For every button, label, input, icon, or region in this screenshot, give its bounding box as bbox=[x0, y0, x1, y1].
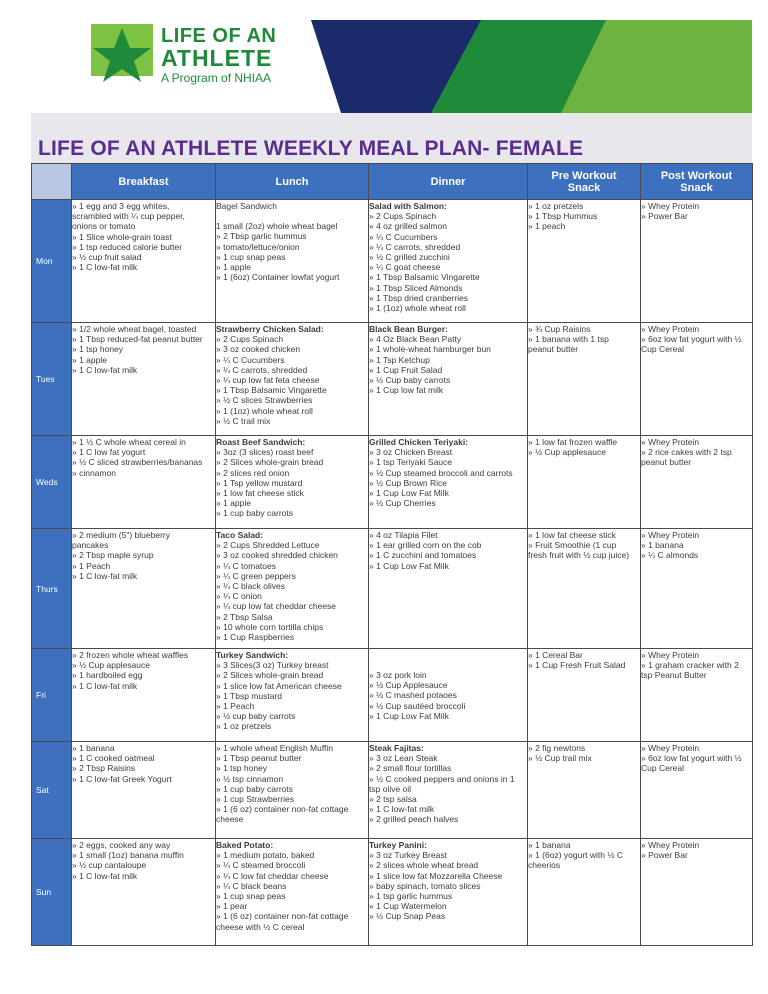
pre-cell bbox=[528, 529, 641, 649]
food-item: » 1 Tbsp Hummus bbox=[528, 211, 598, 222]
food-item: » 1 cup Strawberries bbox=[216, 794, 294, 805]
food-item: » ½ C slices Strawberries bbox=[216, 395, 313, 406]
food-item: » 1 apple bbox=[216, 262, 251, 273]
food-item: » 1 Tbsp dried cranberries bbox=[369, 292, 469, 303]
food-item: » 2 Tbsp Raisins bbox=[72, 763, 136, 774]
food-item: » ¼ C carrots, shredded bbox=[369, 241, 461, 252]
logo-text bbox=[161, 26, 276, 84]
lunch-cell bbox=[216, 839, 369, 946]
food-item: cheese bbox=[216, 814, 244, 825]
food-item: tsp olive oil bbox=[369, 783, 412, 794]
food-item: » 1 egg and 3 egg whites, bbox=[72, 201, 170, 211]
food-item: » ¼ C tomatoes bbox=[216, 560, 277, 571]
post-cell bbox=[641, 742, 753, 839]
food-item: » 1 banana bbox=[72, 743, 115, 753]
food-item: » 1 (6 oz) container non-fat cottage bbox=[216, 911, 349, 922]
breakfast-cell bbox=[72, 529, 216, 649]
food-item: » Fruit Smoothie (1 cup bbox=[528, 540, 617, 551]
food-item: » 1 oz pretzels bbox=[528, 201, 584, 211]
banner-graphic bbox=[31, 20, 752, 113]
pre-header-line-1: Pre Workout bbox=[551, 169, 617, 182]
food-item: » ½ Cup Brown Rice bbox=[369, 477, 447, 488]
food-item: » 2 Slices whole-grain bread bbox=[216, 670, 324, 681]
food-item: » ½ cup cantaloupe bbox=[72, 860, 147, 871]
food-item: » 6oz low fat yogurt with ½ bbox=[641, 334, 742, 345]
food-item: » ½ Cup Applesauce bbox=[369, 680, 448, 691]
lunch-item-title: Roast Beef Sandwich: bbox=[216, 437, 306, 447]
food-item: » ½ Cup Cherries bbox=[369, 498, 436, 509]
dinner-cell bbox=[369, 649, 528, 742]
food-item: » ½ Cup steamed broccoli and carrots bbox=[369, 467, 513, 478]
food-item: » 2 Tbsp maple syrup bbox=[72, 550, 154, 561]
food-item: » 1 slice low fat American cheese bbox=[216, 680, 342, 691]
post-cell bbox=[641, 649, 753, 742]
pre-header-line-2: Snack bbox=[567, 181, 601, 194]
dinner-cell bbox=[369, 323, 528, 436]
food-item: » ½ tsp cinnamon bbox=[216, 773, 284, 784]
food-item: » Whey Protein bbox=[641, 743, 700, 753]
food-item: » 2 Slices whole-grain bread bbox=[216, 457, 324, 468]
food-item: » 1 oz pretzels bbox=[216, 721, 272, 732]
day-label: Weds bbox=[32, 436, 72, 529]
post-cell bbox=[641, 436, 753, 529]
food-item: » Whey Protein bbox=[641, 324, 700, 334]
food-item: » 10 whole corn tortilla chips bbox=[216, 621, 324, 632]
food-item: » 1 Cup Raspberries bbox=[216, 632, 294, 643]
food-item: » 1 tsp Teriyaki Sauce bbox=[369, 457, 452, 468]
food-item: » 2 grilled peach halves bbox=[369, 814, 459, 825]
food-item: » 1 Tsp yellow mustard bbox=[216, 477, 303, 488]
breakfast-cell bbox=[72, 742, 216, 839]
food-item: » 2 Cups Spinach bbox=[369, 211, 437, 222]
food-item: » 2 tsp salsa bbox=[369, 794, 417, 805]
food-item: » 1 C low-fat milk bbox=[369, 804, 435, 815]
food-item: fresh fruit with ½ cup juice) bbox=[528, 550, 630, 561]
food-item: » ½ Cup applesauce bbox=[72, 660, 150, 671]
food-item: » 1 Cup Fresh Fruit Salad bbox=[528, 660, 626, 671]
meal-plan-table bbox=[31, 163, 753, 946]
meal-plan-body bbox=[32, 200, 753, 946]
food-item: » 3 Slices(3 oz) Turkey breast bbox=[216, 660, 329, 671]
logo-tagline: A Program of NHIAA bbox=[161, 71, 272, 85]
column-header-post-workout bbox=[641, 164, 753, 200]
food-item: » Power Bar bbox=[641, 211, 688, 222]
dinner-cell bbox=[369, 436, 528, 529]
food-item: » 1 C low-fat milk bbox=[72, 680, 138, 691]
blank-line bbox=[216, 211, 368, 221]
page-title: LIFE OF AN ATHLETE WEEKLY MEAL PLAN- FEMALE bbox=[38, 137, 584, 160]
food-item: » 1 tsp honey bbox=[72, 344, 124, 355]
food-item: » 1 low fat cheese stick bbox=[528, 530, 616, 540]
food-item: » 1 Tsp Ketchup bbox=[369, 354, 430, 365]
food-item: » ½ C sliced strawberries/bananas bbox=[72, 457, 203, 468]
food-item: » 1 Cup Low Fat Milk bbox=[369, 488, 449, 499]
food-item: » 1 Cup Low Fat Milk bbox=[369, 710, 449, 721]
food-item: » 2 fig newtons bbox=[528, 743, 586, 753]
food-item: » 1 hardboiled egg bbox=[72, 670, 143, 681]
food-item: » 1 Peach bbox=[216, 701, 255, 712]
food-item: » ¼ cup low fat feta cheese bbox=[216, 375, 320, 386]
food-item: » 1 graham cracker with 2 bbox=[641, 660, 739, 671]
food-item: » 1 C zucchini and tomatoes bbox=[369, 550, 477, 561]
dinner-item-title: Turkey Panini: bbox=[369, 840, 427, 850]
food-item: » 3 oz Turkey Breast bbox=[369, 850, 447, 861]
food-item: » ¼ C black beans bbox=[216, 880, 287, 891]
food-item: » 1 banana bbox=[528, 840, 571, 850]
logo-line-1: LIFE OF AN bbox=[161, 25, 277, 47]
food-item: » ¼ C green peppers bbox=[216, 570, 296, 581]
food-item: » 1 medium potato, baked bbox=[216, 850, 315, 861]
food-item: » 1 apple bbox=[216, 498, 251, 509]
day-row-fri bbox=[32, 649, 753, 742]
food-item: » 1 apple bbox=[72, 354, 107, 365]
column-header-breakfast: Breakfast bbox=[72, 164, 216, 200]
food-item: » 1 (6oz) Container lowfat yogurt bbox=[216, 272, 340, 283]
food-item: » ¾ Cup Raisins bbox=[528, 324, 591, 334]
food-item: cheese with ½ C cereal bbox=[216, 921, 305, 932]
food-item: » 2 rice cakes with 2 tsp bbox=[641, 447, 732, 458]
food-item: » 1 Cup Low Fat Milk bbox=[369, 560, 449, 571]
food-item: » ¼ C almonds bbox=[641, 550, 699, 561]
food-item: » ½ C cooked peppers and onions in 1 bbox=[369, 773, 515, 784]
lunch-cell bbox=[216, 649, 369, 742]
food-item: » 2 frozen whole wheat waffles bbox=[72, 650, 189, 660]
food-item: » Whey Protein bbox=[641, 530, 700, 540]
day-label: Sun bbox=[32, 839, 72, 946]
pre-cell bbox=[528, 742, 641, 839]
food-item: » 1 ½ C whole wheat cereal in bbox=[72, 437, 186, 447]
food-item: » ¼ C low fat cheddar cheese bbox=[216, 870, 329, 881]
food-item: » ½ Cup baby carrots bbox=[369, 375, 451, 386]
food-item: » ¼ C carrots, shredded bbox=[216, 364, 308, 375]
header-banner bbox=[31, 20, 752, 113]
post-header-line-1: Post Workout bbox=[660, 169, 733, 182]
lunch-item-title: Baked Potato: bbox=[216, 840, 274, 850]
breakfast-cell bbox=[72, 436, 216, 529]
food-item: peanut butter bbox=[641, 457, 692, 468]
food-item: » ½ cup fruit salad bbox=[72, 252, 142, 263]
lunch-cell bbox=[216, 742, 369, 839]
food-item: » tomato/lettuce/onion bbox=[216, 241, 300, 252]
food-item: » 1 C low-fat Greek Yogurt bbox=[72, 773, 172, 784]
pre-cell bbox=[528, 436, 641, 529]
food-item: » 1 banana with 1 tsp bbox=[528, 334, 609, 345]
food-item: » 4 oz Tilapia Filet bbox=[369, 530, 438, 540]
blank-line bbox=[369, 650, 527, 660]
dinner-cell bbox=[369, 200, 528, 323]
day-row-sun bbox=[32, 839, 753, 946]
food-item: » 1 C low-fat milk bbox=[72, 870, 138, 881]
food-item: » 1 (6 oz) container non-fat cottage bbox=[216, 804, 349, 815]
food-item: » 2 Tbsp garlic hummus bbox=[216, 231, 307, 242]
food-item: » ¼ C onion bbox=[216, 591, 262, 602]
food-item: » 2 Cups Spinach bbox=[216, 334, 284, 345]
food-item: » 1/2 whole wheat bagel, toasted bbox=[72, 324, 197, 334]
pre-cell bbox=[528, 649, 641, 742]
food-item: » ¼ cup low fat cheddar cheese bbox=[216, 601, 337, 612]
food-item: » 1 Tbsp reduced-fat peanut butter bbox=[72, 334, 203, 345]
food-item: » 1 C low-fat milk bbox=[72, 364, 138, 375]
food-item: » ½ C trail mix bbox=[216, 415, 271, 426]
pre-cell bbox=[528, 323, 641, 436]
food-item: » ½ Cup trail mix bbox=[528, 753, 592, 764]
food-item: » 3 oz cooked chicken bbox=[216, 344, 301, 355]
dinner-item-title: Black Bean Burger: bbox=[369, 324, 448, 334]
corner-cell bbox=[32, 164, 72, 200]
breakfast-cell bbox=[72, 200, 216, 323]
day-label: Sat bbox=[32, 742, 72, 839]
day-label: Mon bbox=[32, 200, 72, 323]
pre-cell bbox=[528, 839, 641, 946]
food-item: » 2 eggs, cooked any way bbox=[72, 840, 171, 850]
food-item: » 1 ear grilled corn on the cob bbox=[369, 540, 482, 551]
day-row-weds bbox=[32, 436, 753, 529]
breakfast-cell bbox=[72, 839, 216, 946]
lunch-item-title: Strawberry Chicken Salad: bbox=[216, 324, 324, 334]
food-item: » 3 oz cooked shredded chicken bbox=[216, 550, 338, 561]
food-item: onions or tomato bbox=[72, 221, 136, 232]
dinner-cell bbox=[369, 742, 528, 839]
food-item: » 1 C cooked oatmeal bbox=[72, 753, 155, 764]
food-item: 1 small (2oz) whole wheat bagel bbox=[216, 221, 338, 232]
lunch-item-title: Taco Salad: bbox=[216, 530, 264, 540]
food-item: » ¼ C Cucumbers bbox=[369, 231, 438, 242]
food-item: » baby spinach, tomato slices bbox=[369, 880, 481, 891]
food-item: » 3 oz Lean Steak bbox=[369, 753, 438, 764]
header-row bbox=[32, 164, 753, 200]
food-item: » ¼ C black olives bbox=[216, 581, 285, 592]
food-item: » 1 (1oz) whole wheat roll bbox=[216, 405, 313, 416]
food-item: » 2 small flour tortillas bbox=[369, 763, 452, 774]
dinner-cell bbox=[369, 529, 528, 649]
food-item: » ¼ C Cucumbers bbox=[216, 354, 285, 365]
food-item: » 2 Cups Shredded Lettuce bbox=[216, 540, 320, 551]
blank-line bbox=[369, 660, 527, 670]
food-item: » 1 cup baby carrots bbox=[216, 508, 294, 519]
food-item: » ½ cup baby carrots bbox=[216, 711, 296, 722]
day-row-mon bbox=[32, 200, 753, 323]
food-item: » 1 tsp honey bbox=[216, 763, 268, 774]
food-item: Cup Cereal bbox=[641, 344, 684, 355]
food-item: » ½ C mashed potaoes bbox=[369, 690, 457, 701]
logo-line-2: ATHLETE bbox=[161, 45, 273, 71]
food-item: » Whey Protein bbox=[641, 201, 700, 211]
food-item: Cup Cereal bbox=[641, 763, 684, 774]
food-item: » 1 Tbsp peanut butter bbox=[216, 753, 302, 764]
column-header-lunch: Lunch bbox=[216, 164, 369, 200]
food-item: » 4 oz grilled salmon bbox=[369, 221, 447, 232]
food-item: » 1 Tbsp Balsamic Vingarette bbox=[369, 272, 480, 283]
food-item: » 1 low fat frozen waffle bbox=[528, 437, 618, 447]
food-item: » 1 tsp reduced calorie butter bbox=[72, 241, 183, 252]
food-item: » 1 Tbsp Balsamic Vingarette bbox=[216, 385, 327, 396]
food-item: » 3 oz Chicken Breast bbox=[369, 447, 453, 458]
food-item: » 2 medium (5") blueberry bbox=[72, 530, 170, 540]
day-label: Tues bbox=[32, 323, 72, 436]
food-item: » 1 Cereal Bar bbox=[528, 650, 583, 660]
food-item: » 1 Cup Fruit Salad bbox=[369, 364, 443, 375]
food-item: » 2 slices red onion bbox=[216, 467, 290, 478]
food-item: » 2 slices whole wheat bread bbox=[369, 860, 479, 871]
post-cell bbox=[641, 529, 753, 649]
dinner-cell bbox=[369, 839, 528, 946]
food-item: » 1 cup baby carrots bbox=[216, 783, 294, 794]
food-item: » ½ C grilled zucchini bbox=[369, 252, 450, 263]
food-item: » 3oz (3 slices) roast beef bbox=[216, 447, 314, 458]
dinner-item-title: Salad with Salmon: bbox=[369, 201, 447, 211]
breakfast-cell bbox=[72, 649, 216, 742]
food-item: » Whey Protein bbox=[641, 650, 700, 660]
column-header-pre-workout bbox=[528, 164, 641, 200]
food-item: » 1 Tbsp mustard bbox=[216, 690, 282, 701]
day-row-tues bbox=[32, 323, 753, 436]
food-item: » 1 cup snap peas bbox=[216, 251, 286, 262]
column-header-dinner: Dinner bbox=[369, 164, 528, 200]
food-item: » 1 Tbsp Sliced Almonds bbox=[369, 282, 463, 293]
food-item: » 1 C low-fat milk bbox=[72, 262, 138, 273]
food-item: » 3 oz pork loin bbox=[369, 670, 427, 680]
food-item: » 1 whole wheat English Muffin bbox=[216, 743, 334, 753]
food-item: » 1 (1oz) whole wheat roll bbox=[369, 303, 466, 314]
pre-cell bbox=[528, 200, 641, 323]
food-item: » 1 C low fat yogurt bbox=[72, 447, 146, 458]
food-item: » ½ Cup sautéed broccoli bbox=[369, 700, 466, 711]
food-item: » 1 slice low fat Mozzarella Cheese bbox=[369, 870, 503, 881]
food-item: scrambled with ¼ cup pepper, bbox=[72, 211, 185, 222]
food-item: pancakes bbox=[72, 540, 109, 551]
food-item: » cinnamon bbox=[72, 467, 116, 478]
breakfast-cell bbox=[72, 323, 216, 436]
food-item: » 1 Peach bbox=[72, 560, 111, 571]
day-label: Fri bbox=[32, 649, 72, 742]
food-item: » 1 cup snap peas bbox=[216, 891, 286, 902]
food-item: Bagel Sandwich bbox=[216, 201, 277, 211]
food-item: tsp Peanut Butter bbox=[641, 670, 707, 681]
post-cell bbox=[641, 323, 753, 436]
dinner-item-title: Grilled Chicken Teriyaki: bbox=[369, 437, 469, 447]
day-label: Thurs bbox=[32, 529, 72, 649]
post-cell bbox=[641, 839, 753, 946]
food-item: » 1 pear bbox=[216, 901, 248, 912]
lunch-item-title: Turkey Sandwich: bbox=[216, 650, 289, 660]
food-item: » ¼ C steamed broccoli bbox=[216, 860, 306, 871]
food-item: peanut butter bbox=[528, 344, 579, 355]
food-item: » Whey Protein bbox=[641, 437, 700, 447]
food-item: » 4 Oz Black Bean Patty bbox=[369, 334, 462, 345]
post-cell bbox=[641, 200, 753, 323]
food-item: » 6oz low fat yogurt with ½ bbox=[641, 753, 742, 764]
food-item: cheerios bbox=[528, 860, 561, 871]
post-header-line-2: Snack bbox=[680, 181, 713, 194]
lunch-cell bbox=[216, 436, 369, 529]
food-item: » 1 low fat cheese stick bbox=[216, 488, 304, 499]
food-item: » 1 Cup Watermelon bbox=[369, 901, 447, 912]
lunch-cell bbox=[216, 323, 369, 436]
food-item: » 1 whole-wheat hamburger bun bbox=[369, 344, 491, 355]
food-item: » Whey Protein bbox=[641, 840, 700, 850]
food-item: » ¼ C goat cheese bbox=[369, 262, 441, 273]
food-item: » 1 (6oz) yogurt with ½ C bbox=[528, 850, 623, 861]
food-item: » 1 C low-fat milk bbox=[72, 570, 138, 581]
day-row-sat bbox=[32, 742, 753, 839]
day-row-thurs bbox=[32, 529, 753, 649]
food-item: » 1 small (1oz) banana muffin bbox=[72, 850, 184, 861]
food-item: » ½ Cup applesauce bbox=[528, 447, 606, 458]
food-item: » 2 Tbsp Salsa bbox=[216, 611, 273, 622]
dinner-item-title: Steak Fajitas: bbox=[369, 743, 424, 753]
food-item: » Power Bar bbox=[641, 850, 688, 861]
lunch-cell bbox=[216, 529, 369, 649]
food-item: » 1 Slice whole-grain toast bbox=[72, 231, 172, 242]
food-item: » 1 tsp garlic hummus bbox=[369, 891, 453, 902]
food-item: » ½ Cup Snap Peas bbox=[369, 911, 446, 922]
food-item: » 1 peach bbox=[528, 221, 566, 232]
food-item: » 1 banana bbox=[641, 540, 684, 551]
food-item: » 1 Cup low fat milk bbox=[369, 385, 444, 396]
lunch-cell bbox=[216, 200, 369, 323]
